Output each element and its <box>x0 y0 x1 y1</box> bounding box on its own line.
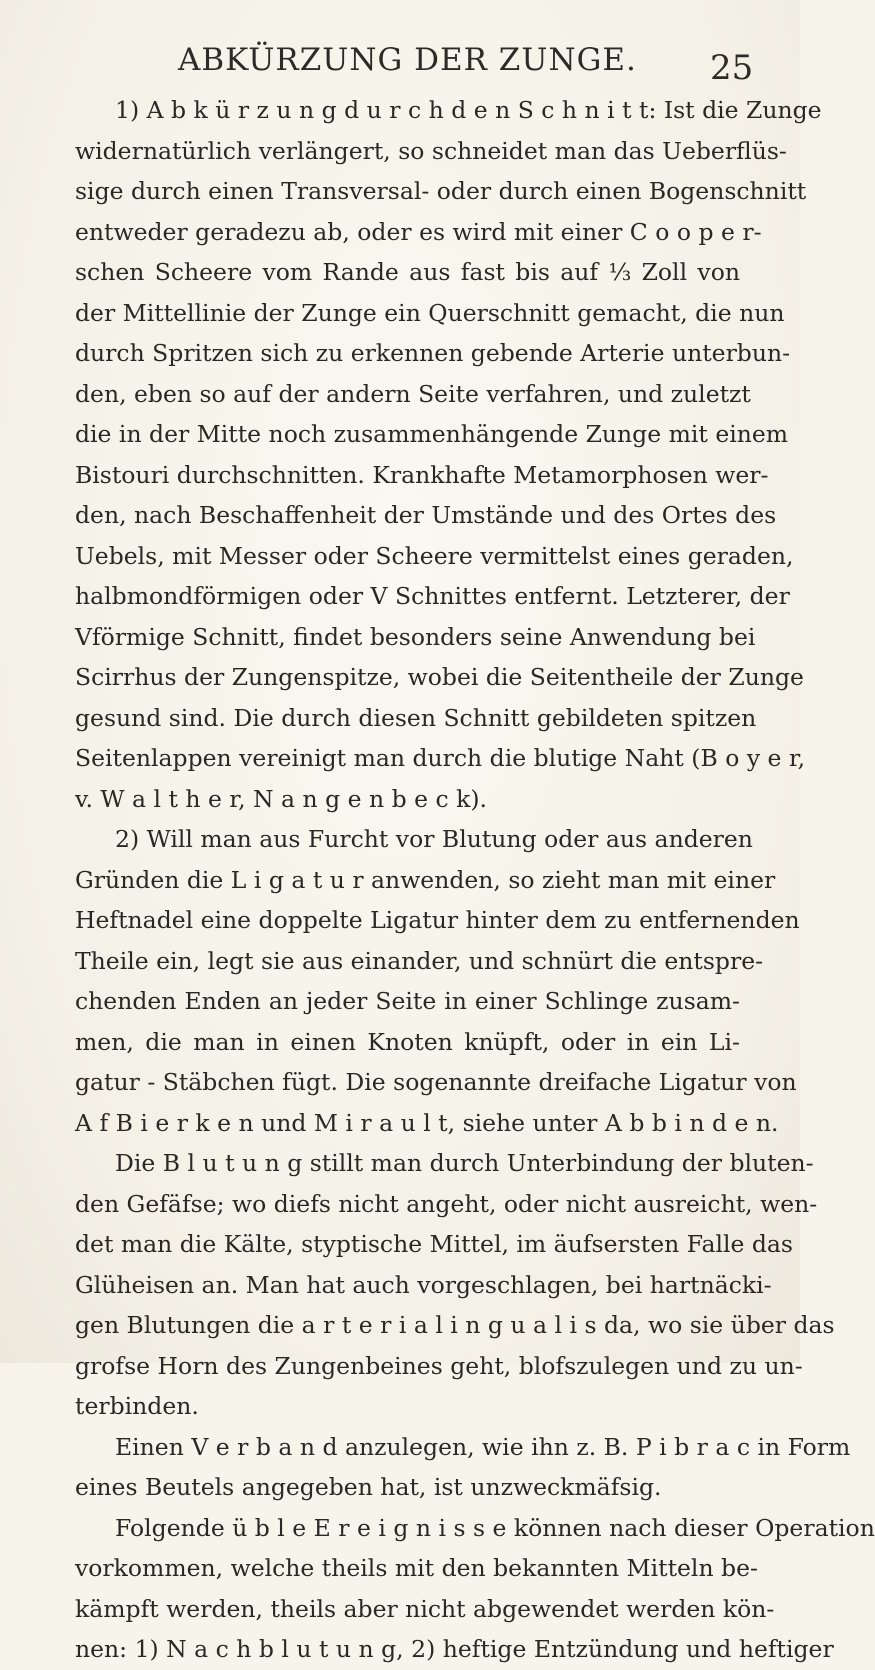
page-number: 25 <box>710 48 754 88</box>
text-line: Folgende ü b l e E r e i g n i s s e können nach dieser Operation <box>115 1513 875 1542</box>
text-line: grofse Horn des Zungenbeines geht, blofszulegen und zu un- <box>75 1351 803 1380</box>
text-line: sige durch einen Transversal- oder durch einen Bogenschnitt <box>75 177 807 205</box>
text-line: Gründen die L i g a t u r anwenden, so zieht man mit einer <box>75 865 776 894</box>
text-line: den Gefäfse; wo diefs nicht angeht, oder nicht ausreicht, wen- <box>75 1189 818 1218</box>
text-line: eines Beutels angegeben hat, ist unzweckmäfsig. <box>75 1473 662 1501</box>
text-line: chenden Enden an jeder Seite in einer Schlinge zusam- <box>75 987 740 1015</box>
text-line: Heftnadel eine doppelte Ligatur hinter dem zu entfernenden <box>75 906 800 934</box>
text-line: Bistouri durchschnitten. Krankhafte Metamorphosen wer- <box>75 460 769 489</box>
text-line: gatur - Stäbchen fügt. Die sogenannte dreifache Ligatur von <box>75 1068 797 1096</box>
text-line: entweder geradezu ab, oder es wird mit einer C o o p e r- <box>75 217 762 246</box>
text-line: Theile ein, legt sie aus einander, und schnürt die entspre- <box>75 946 764 975</box>
text-line: die in der Mitte noch zusammenhängende Zunge mit einem <box>75 420 789 448</box>
text-line: der Mittellinie der Zunge ein Querschnitt gemacht, die nun <box>75 298 785 327</box>
text-line: den, nach Beschaffenheit der Umstände und des Ortes des <box>75 501 777 529</box>
text-line: nen: 1) N a c h b l u t u n g, 2) heftige Entzündung und heftiger <box>75 1635 834 1663</box>
text-line: 1) A b k ü r z u n g d u r c h d e n S c h n i t t: Ist die Zunge <box>115 96 822 124</box>
text-line: vorkommen, welche theils mit den bekannten Mitteln be- <box>75 1554 758 1582</box>
page-header <box>0 40 800 90</box>
text-line: det man die Kälte, styptische Mittel, im äufsersten Falle das <box>75 1230 793 1258</box>
text-line: Scirrhus der Zungenspitze, wobei die Seitentheile der Zunge <box>75 663 804 691</box>
running-title: ABKÜRZUNG DER ZUNGE. <box>178 42 637 78</box>
text-line: schen Scheere vom Rande aus fast bis auf ⅓ Zoll von <box>75 258 740 286</box>
text-line: durch Spritzen sich zu erkennen gebende Arterie unterbun- <box>75 339 791 367</box>
text-line: v. W a l t h e r, N a n g e n b e c k). <box>75 784 488 813</box>
text-line: Einen V e r b a n d anzulegen, wie ihn z. B. P i b r a c in Form <box>115 1432 851 1461</box>
text-line: men, die man in einen Knoten knüpft, oder in ein Li- <box>75 1027 740 1056</box>
text-line: Uebels, mit Messer oder Scheere vermittelst eines geraden, <box>75 541 794 570</box>
text-line: 2) Will man aus Furcht vor Blutung oder aus anderen <box>115 825 753 853</box>
text-line: gen Blutungen die a r t e r i a l i n g u a l i s da, wo sie über das <box>75 1311 835 1339</box>
text-line: Seitenlappen vereinigt man durch die blutige Naht (B o y e r, <box>75 744 806 772</box>
text-line: kämpft werden, theils aber nicht abgewendet werden kön- <box>75 1594 775 1623</box>
text-line: widernatürlich verlängert, so schneidet man das Ueberflüs- <box>75 136 787 165</box>
text-line: gesund sind. Die durch diesen Schnitt gebildeten spitzen <box>75 703 757 732</box>
text-line: den, eben so auf der andern Seite verfahren, und zuletzt <box>75 379 751 408</box>
text-line: Glüheisen an. Man hat auch vorgeschlagen, bei hartnäcki- <box>75 1270 772 1299</box>
body-text <box>75 90 875 1670</box>
text-line: Die B l u t u n g stillt man durch Unterbindung der bluten- <box>115 1149 814 1177</box>
text-line: A f B i e r k e n und M i r a u l t, siehe unter A b b i n d e n. <box>75 1108 779 1137</box>
text-line: Vförmige Schnitt, findet besonders seine Anwendung bei <box>75 622 756 651</box>
text-line: halbmondförmigen oder V Schnittes entfernt. Letzterer, der <box>75 582 790 610</box>
text-line: terbinden. <box>75 1392 199 1420</box>
